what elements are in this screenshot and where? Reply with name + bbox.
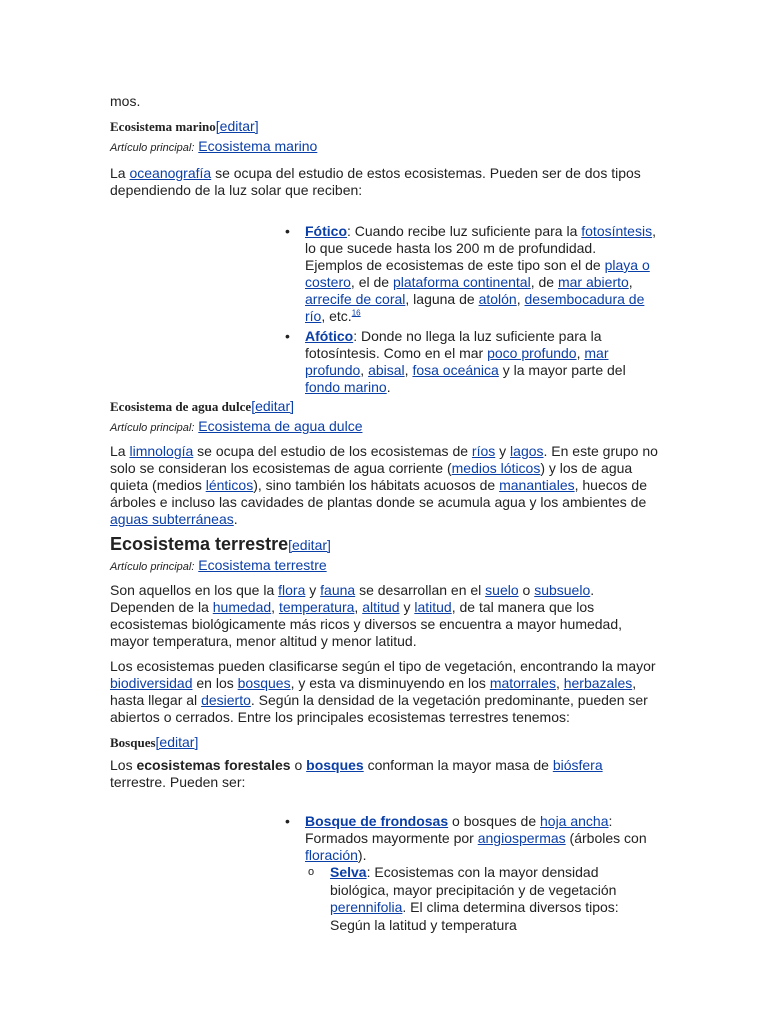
text: ), sino también los hábitats acuosos de [253, 477, 500, 493]
text: : Ecosistemas con la mayor densidad biológica, mayor precipitación y de vegetación [330, 864, 617, 898]
link-abisal[interactable]: abisal [368, 362, 405, 378]
link-poco-profundo[interactable]: poco profundo [487, 345, 577, 361]
link-arrecife-de-coral[interactable]: arrecife de coral [305, 291, 406, 307]
text: Los ecosistemas pueden clasificarse según el tipo de vegetación, encontrando la mayor [110, 658, 656, 674]
link-lenticos[interactable]: lénticos [205, 477, 254, 493]
link-fotosintesis[interactable]: fotosíntesis [581, 223, 653, 239]
text: , [354, 599, 363, 615]
text: se desarrollan en el [355, 582, 486, 598]
heading-text: Ecosistema de agua dulce [110, 399, 252, 414]
text: : Cuando recibe luz suficiente para la [347, 223, 582, 239]
text: y [305, 582, 321, 598]
link-bosques[interactable]: bosques [237, 675, 291, 691]
link-lagos[interactable]: lagos [510, 443, 544, 459]
text: (árboles con [565, 830, 647, 846]
link-bosque-de-frondosas[interactable]: Bosque de frondosas [305, 813, 449, 829]
link-subsuelo[interactable]: subsuelo [534, 582, 591, 598]
link-aguas-subterraneas[interactable]: aguas subterráneas [110, 511, 234, 527]
text: . [386, 379, 391, 395]
text: o [518, 582, 535, 598]
heading-ecosistema-agua-dulce [110, 398, 658, 415]
heading-bosques [110, 734, 658, 751]
text: , [360, 362, 369, 378]
text: , el de [350, 274, 393, 290]
link-bosques-bold[interactable]: bosques [306, 757, 364, 773]
link-fotico[interactable]: Fótico [305, 223, 347, 239]
link-atolon[interactable]: atolón [478, 291, 517, 307]
edit-link-agua-dulce[interactable]: [editar] [251, 398, 295, 414]
text: . El clima determina diversos tipos: Según la latitud y temperatura [330, 899, 619, 933]
text: conforman la mayor masa de [363, 757, 553, 773]
link-limnologia[interactable]: limnología [129, 443, 194, 459]
paragraph-bosques [110, 757, 658, 791]
text: , huecos de árboles e incluso las cavidades de plantas donde se acumula agua y los ambientes de [110, 477, 647, 510]
text: . Según la densidad de la vegetación predominante, pueden ser abiertos o cerrados. Entre los principales ecosistemas terrestres tenemos: [110, 692, 648, 725]
heading-text: Ecosistema terrestre [110, 534, 289, 554]
paragraph-marino-intro [110, 165, 658, 199]
link-mar-abierto[interactable]: mar abierto [557, 274, 629, 290]
link-manantiales[interactable]: manantiales [499, 477, 575, 493]
text: , laguna de [405, 291, 479, 307]
text: . Dependen de la [110, 582, 595, 615]
link-flora[interactable]: flora [278, 582, 306, 598]
link-suelo[interactable]: suelo [485, 582, 519, 598]
link-fauna[interactable]: fauna [320, 582, 356, 598]
link-desierto[interactable]: desierto [201, 692, 251, 708]
text: , [271, 599, 279, 615]
text: ) y los de agua quieta (medios [110, 460, 633, 493]
paragraph-terrestre-2 [110, 658, 658, 726]
edit-link-terrestre[interactable]: [editar] [288, 537, 331, 553]
text: , hasta llegar al [110, 675, 637, 708]
text: ). [357, 847, 367, 863]
text: , etc. [321, 308, 352, 324]
text: , lo que sucede hasta los 200 m de profundidad. Ejemplos de ecosistemas de este tipo son el de [305, 223, 656, 273]
list-item-selva [308, 864, 657, 934]
link-selva[interactable]: Selva [330, 864, 367, 880]
text: : Formados mayormente por [305, 813, 613, 846]
list-item-bosque-frondosas [285, 813, 657, 934]
main-article-label: Artículo principal: [110, 422, 195, 434]
reference-link-16[interactable]: 16 [351, 308, 361, 318]
text: o bosques de [448, 813, 540, 829]
circle-bullet-icon: o [308, 866, 315, 878]
text: : Donde no llega la luz suficiente para la fotosíntesis. Como en el mar [305, 328, 602, 361]
text: se ocupa del estudio de los ecosistemas de [193, 443, 472, 459]
text: La [110, 443, 130, 459]
text: y [399, 599, 415, 615]
link-fondo-marino[interactable]: fondo marino [305, 379, 387, 395]
heading-ecosistema-marino [110, 118, 658, 135]
bold-ecosistemas-forestales: ecosistemas forestales [136, 757, 291, 773]
link-matorrales[interactable]: matorrales [489, 675, 556, 691]
link-oceanografia[interactable]: oceanografía [129, 165, 212, 181]
text: o [290, 757, 307, 773]
text: , [404, 362, 413, 378]
text: , [516, 291, 525, 307]
link-desembocadura-de-rio[interactable]: desembocadura de río [305, 291, 645, 324]
link-temperatura[interactable]: temperatura [278, 599, 355, 615]
list-item-afotico [285, 328, 657, 396]
text: . [233, 511, 238, 527]
article-content [110, 93, 658, 934]
heading-text: Bosques [110, 735, 156, 750]
text: terrestre. Pueden ser: [110, 774, 246, 790]
link-plataforma-continental[interactable]: plataforma continental [392, 274, 531, 290]
text: Los [110, 757, 137, 773]
link-biosfera[interactable]: biósfera [552, 757, 603, 773]
link-playa-o-costero[interactable]: playa o costero [305, 257, 650, 290]
sublist-frondosas [308, 864, 657, 934]
edit-link-marino[interactable]: [editar] [215, 118, 259, 134]
link-angiospermas[interactable]: angiospermas [477, 830, 566, 846]
text: se ocupa del estudio de estos ecosistemas. Pueden ser de dos tipos dependiendo de la luz solar que reciben: [110, 165, 641, 198]
text: , [576, 345, 585, 361]
bullet-icon: • [285, 813, 290, 829]
edit-link-bosques[interactable]: [editar] [155, 734, 199, 750]
link-perennifolia[interactable]: perennifolia [330, 899, 403, 915]
text: , [628, 274, 633, 290]
text: y [495, 443, 511, 459]
link-medios-loticos[interactable]: medios lóticos [451, 460, 541, 476]
text: , de [530, 274, 558, 290]
text: en los [192, 675, 238, 691]
text: , y esta va disminuyendo en los [290, 675, 490, 691]
text: La [110, 165, 130, 181]
text: , [555, 675, 564, 691]
link-floracion[interactable]: floración [305, 847, 358, 863]
main-article-link-marino[interactable]: Ecosistema marino [198, 138, 318, 154]
main-article-label: Artículo principal: [110, 561, 195, 573]
main-article-link-terrestre[interactable]: Ecosistema terrestre [198, 557, 327, 573]
link-hoja-ancha[interactable]: hoja ancha [540, 813, 609, 829]
main-article-label: Artículo principal: [110, 142, 195, 154]
heading-ecosistema-terrestre [110, 534, 658, 556]
list-item-fotico [285, 223, 657, 325]
fragment-text: mos. [110, 93, 141, 109]
text: Son aquellos en los que la [110, 582, 279, 598]
heading-text: Ecosistema marino [110, 119, 216, 134]
paragraph-agua-dulce [110, 443, 658, 528]
link-mar-profundo[interactable]: mar profundo [305, 345, 609, 378]
main-article-link-agua-dulce[interactable]: Ecosistema de agua dulce [198, 418, 363, 434]
main-article-marino [110, 138, 658, 157]
paragraph-terrestre-1 [110, 582, 658, 650]
list-marino-tipos [285, 223, 657, 396]
link-afotico[interactable]: Afótico [305, 328, 354, 344]
text: y la mayor parte del [498, 362, 626, 378]
bullet-icon: • [285, 328, 290, 344]
link-herbazales[interactable]: herbazales [563, 675, 633, 691]
link-fosa-oceanica[interactable]: fosa oceánica [412, 362, 499, 378]
main-article-agua-dulce [110, 418, 658, 437]
main-article-terrestre [110, 557, 658, 576]
bullet-icon: • [285, 223, 290, 239]
list-bosques-tipos [285, 813, 657, 934]
text: . En este grupo no solo se consideran los ecosistemas de agua corriente ( [110, 443, 658, 476]
text: , de tal manera que los ecosistemas biológicamente más ricos y diversos se encuentra a mayor humedad, mayor temperatura, menor altitud y menor latitud. [110, 599, 623, 649]
link-biodiversidad[interactable]: biodiversidad [110, 675, 193, 691]
link-altitud[interactable]: altitud [362, 599, 400, 615]
link-rios[interactable]: ríos [471, 443, 496, 459]
link-latitud[interactable]: latitud [414, 599, 452, 615]
link-humedad[interactable]: humedad [212, 599, 272, 615]
